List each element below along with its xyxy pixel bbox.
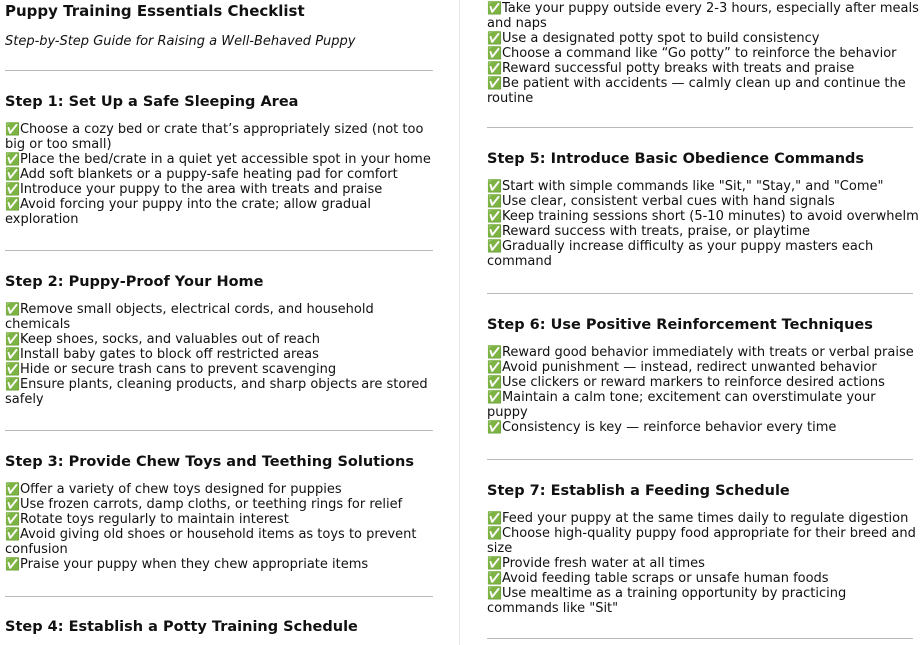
check-icon: ✅ <box>5 377 20 391</box>
checklist-item-text: Feed your puppy at the same times daily to regulate digestion <box>501 511 909 526</box>
check-icon: ✅ <box>487 526 502 540</box>
checklist-item <box>487 61 919 76</box>
checklist-item-text: Choose a command like “Go potty” to reinforce the behavior <box>501 46 897 61</box>
section-divider <box>5 596 433 597</box>
checklist-item <box>487 1 919 31</box>
checklist-item-text: Use a designated potty spot to build consistency <box>501 31 820 46</box>
checklist-item <box>5 377 437 407</box>
checklist-item <box>5 527 437 557</box>
check-icon: ✅ <box>487 586 502 600</box>
checklist-item <box>487 586 919 616</box>
check-icon: ✅ <box>487 571 502 585</box>
checklist-item <box>487 224 919 239</box>
check-icon: ✅ <box>487 511 502 525</box>
checklist-item-text: Consistency is key — reinforce behavior every time <box>501 420 837 435</box>
step-section <box>5 618 437 636</box>
checklist <box>487 345 919 435</box>
check-icon: ✅ <box>5 347 20 361</box>
check-icon: ✅ <box>487 1 502 15</box>
check-icon: ✅ <box>5 197 20 211</box>
checklist-item-text: Avoid giving old shoes or household items as toys to prevent confusion <box>5 527 417 557</box>
checklist-item-text: Avoid feeding table scraps or unsafe human foods <box>501 571 829 586</box>
checklist-item-text: Praise your puppy when they chew appropriate items <box>19 557 369 572</box>
checklist-item-text: Use frozen carrots, damp cloths, or teething rings for relief <box>19 497 403 512</box>
document-title: Puppy Training Essentials Checklist <box>5 2 305 20</box>
check-icon: ✅ <box>5 362 20 376</box>
step-section <box>487 316 919 435</box>
check-icon: ✅ <box>487 360 502 374</box>
step-section <box>5 93 437 227</box>
check-icon: ✅ <box>487 209 502 223</box>
section-divider <box>487 293 913 294</box>
check-icon: ✅ <box>487 61 502 75</box>
checklist-item <box>5 167 437 182</box>
step-heading: Step 6: Use Positive Reinforcement Techniques <box>487 317 873 333</box>
checklist-item <box>487 345 919 360</box>
check-icon: ✅ <box>487 239 502 253</box>
checklist-item <box>487 420 919 435</box>
check-icon: ✅ <box>487 31 502 45</box>
checklist-item <box>487 571 919 586</box>
checklist-item <box>5 512 437 527</box>
checklist <box>5 302 437 407</box>
section-divider <box>487 459 913 460</box>
check-icon: ✅ <box>5 527 20 541</box>
checklist-item <box>5 347 437 362</box>
checklist-item-text: Ensure plants, cleaning products, and sharp objects are stored safely <box>5 377 428 407</box>
check-icon: ✅ <box>5 512 20 526</box>
checklist-item-text: Gradually increase difficulty as your puppy masters each command <box>487 239 874 269</box>
step-heading: Step 5: Introduce Basic Obedience Commands <box>487 151 865 167</box>
checklist-item-text: Use mealtime as a training opportunity by practicing commands like "Sit" <box>487 586 847 616</box>
checklist-item <box>5 302 437 332</box>
check-icon: ✅ <box>5 182 20 196</box>
checklist-item-text: Reward success with treats, praise, or playtime <box>501 224 810 239</box>
check-icon: ✅ <box>487 375 502 389</box>
checklist-item-text: Rotate toys regularly to maintain interest <box>19 512 289 527</box>
checklist-item <box>5 332 437 347</box>
checklist-item <box>487 556 919 571</box>
checklist-item-text: Introduce your puppy to the area with treats and praise <box>19 182 383 197</box>
step-heading: Step 1: Set Up a Safe Sleeping Area <box>5 94 299 110</box>
step-heading: Step 4: Establish a Potty Training Schedule <box>5 619 358 635</box>
check-icon: ✅ <box>487 420 502 434</box>
checklist-item <box>487 239 919 269</box>
check-icon: ✅ <box>5 122 20 136</box>
checklist <box>487 511 919 616</box>
step-section <box>5 453 437 572</box>
checklist-item-text: Avoid punishment — instead, redirect unwanted behavior <box>501 360 877 375</box>
check-icon: ✅ <box>487 76 502 90</box>
checklist-item <box>487 209 919 224</box>
checklist-item-text: Provide fresh water at all times <box>501 556 705 571</box>
checklist-item <box>5 557 437 572</box>
check-icon: ✅ <box>5 302 20 316</box>
checklist-item-text: Maintain a calm tone; excitement can overstimulate your puppy <box>487 390 876 420</box>
step-section <box>487 482 919 616</box>
checklist-item <box>487 31 919 46</box>
checklist-item-text: Reward good behavior immediately with treats or verbal praise <box>501 345 914 360</box>
checklist-item <box>487 526 919 556</box>
checklist-item <box>5 482 437 497</box>
checklist-item <box>487 179 919 194</box>
checklist-item <box>5 122 437 152</box>
check-icon: ✅ <box>5 497 20 511</box>
check-icon: ✅ <box>5 332 20 346</box>
check-icon: ✅ <box>5 167 20 181</box>
check-icon: ✅ <box>487 390 502 404</box>
checklist-item-text: Remove small objects, electrical cords, and household chemicals <box>5 302 374 332</box>
step-heading: Step 2: Puppy-Proof Your Home <box>5 274 264 290</box>
check-icon: ✅ <box>487 179 502 193</box>
checklist-item-text: Reward successful potty breaks with treats and praise <box>501 61 855 76</box>
checklist-item-text: Add soft blankets or a puppy-safe heating pad for comfort <box>19 167 398 182</box>
step-heading: Step 7: Establish a Feeding Schedule <box>487 483 790 499</box>
check-icon: ✅ <box>5 152 20 166</box>
checklist-item-text: Place the bed/crate in a quiet yet accessible spot in your home <box>19 152 431 167</box>
checklist <box>5 482 437 572</box>
checklist-item-text: Choose high-quality puppy food appropriate for their breed and size <box>487 526 916 556</box>
checklist <box>5 122 437 227</box>
check-icon: ✅ <box>487 224 502 238</box>
document-subtitle: Step-by-Step Guide for Raising a Well-Behaved Puppy <box>5 34 356 49</box>
checklist-item <box>5 152 437 167</box>
check-icon: ✅ <box>487 46 502 60</box>
checklist-item <box>487 76 919 106</box>
checklist <box>487 1 919 106</box>
checklist-item-text: Keep shoes, socks, and valuables out of reach <box>19 332 320 347</box>
check-icon: ✅ <box>487 556 502 570</box>
section-divider <box>487 127 913 128</box>
checklist-item <box>487 194 919 209</box>
step-section <box>487 150 919 269</box>
check-icon: ✅ <box>5 557 20 571</box>
check-icon: ✅ <box>5 482 20 496</box>
checklist-item <box>487 360 919 375</box>
checklist-item <box>487 511 919 526</box>
section-divider <box>5 430 433 431</box>
checklist-item <box>5 497 437 512</box>
checklist-item <box>487 375 919 390</box>
checklist-item-text: Avoid forcing your puppy into the crate; allow gradual exploration <box>5 197 371 227</box>
checklist-item <box>5 197 437 227</box>
step-heading: Step 3: Provide Chew Toys and Teething Solutions <box>5 454 414 470</box>
checklist-item-text: Keep training sessions short (5-10 minutes) to avoid overwhelm <box>501 209 919 224</box>
checklist-item-text: Choose a cozy bed or crate that’s appropriately sized (not too big or too small) <box>5 122 424 152</box>
checklist-item-text: Install baby gates to block off restricted areas <box>19 347 319 362</box>
section-divider <box>5 70 433 71</box>
checklist-item <box>5 182 437 197</box>
checklist-item-text: Be patient with accidents — calmly clean up and continue the routine <box>487 76 906 106</box>
checklist-item-text: Use clear, consistent verbal cues with hand signals <box>501 194 835 209</box>
checklist-item-text: Offer a variety of chew toys designed for puppies <box>19 482 342 497</box>
checklist-item <box>487 390 919 420</box>
checklist-item <box>487 46 919 61</box>
step-section <box>5 273 437 407</box>
check-icon: ✅ <box>487 194 502 208</box>
checklist-item <box>5 362 437 377</box>
checklist-item-text: Hide or secure trash cans to prevent scavenging <box>19 362 337 377</box>
checklist-item-text: Take your puppy outside every 2-3 hours, especially after meals and naps <box>487 1 919 31</box>
check-icon: ✅ <box>487 345 502 359</box>
section-divider <box>487 638 913 639</box>
section-divider <box>5 250 433 251</box>
column-divider <box>459 0 460 645</box>
checklist-item-text: Start with simple commands like "Sit," "Stay," and "Come" <box>501 179 884 194</box>
checklist <box>487 179 919 269</box>
checklist-item-text: Use clickers or reward markers to reinforce desired actions <box>501 375 885 390</box>
